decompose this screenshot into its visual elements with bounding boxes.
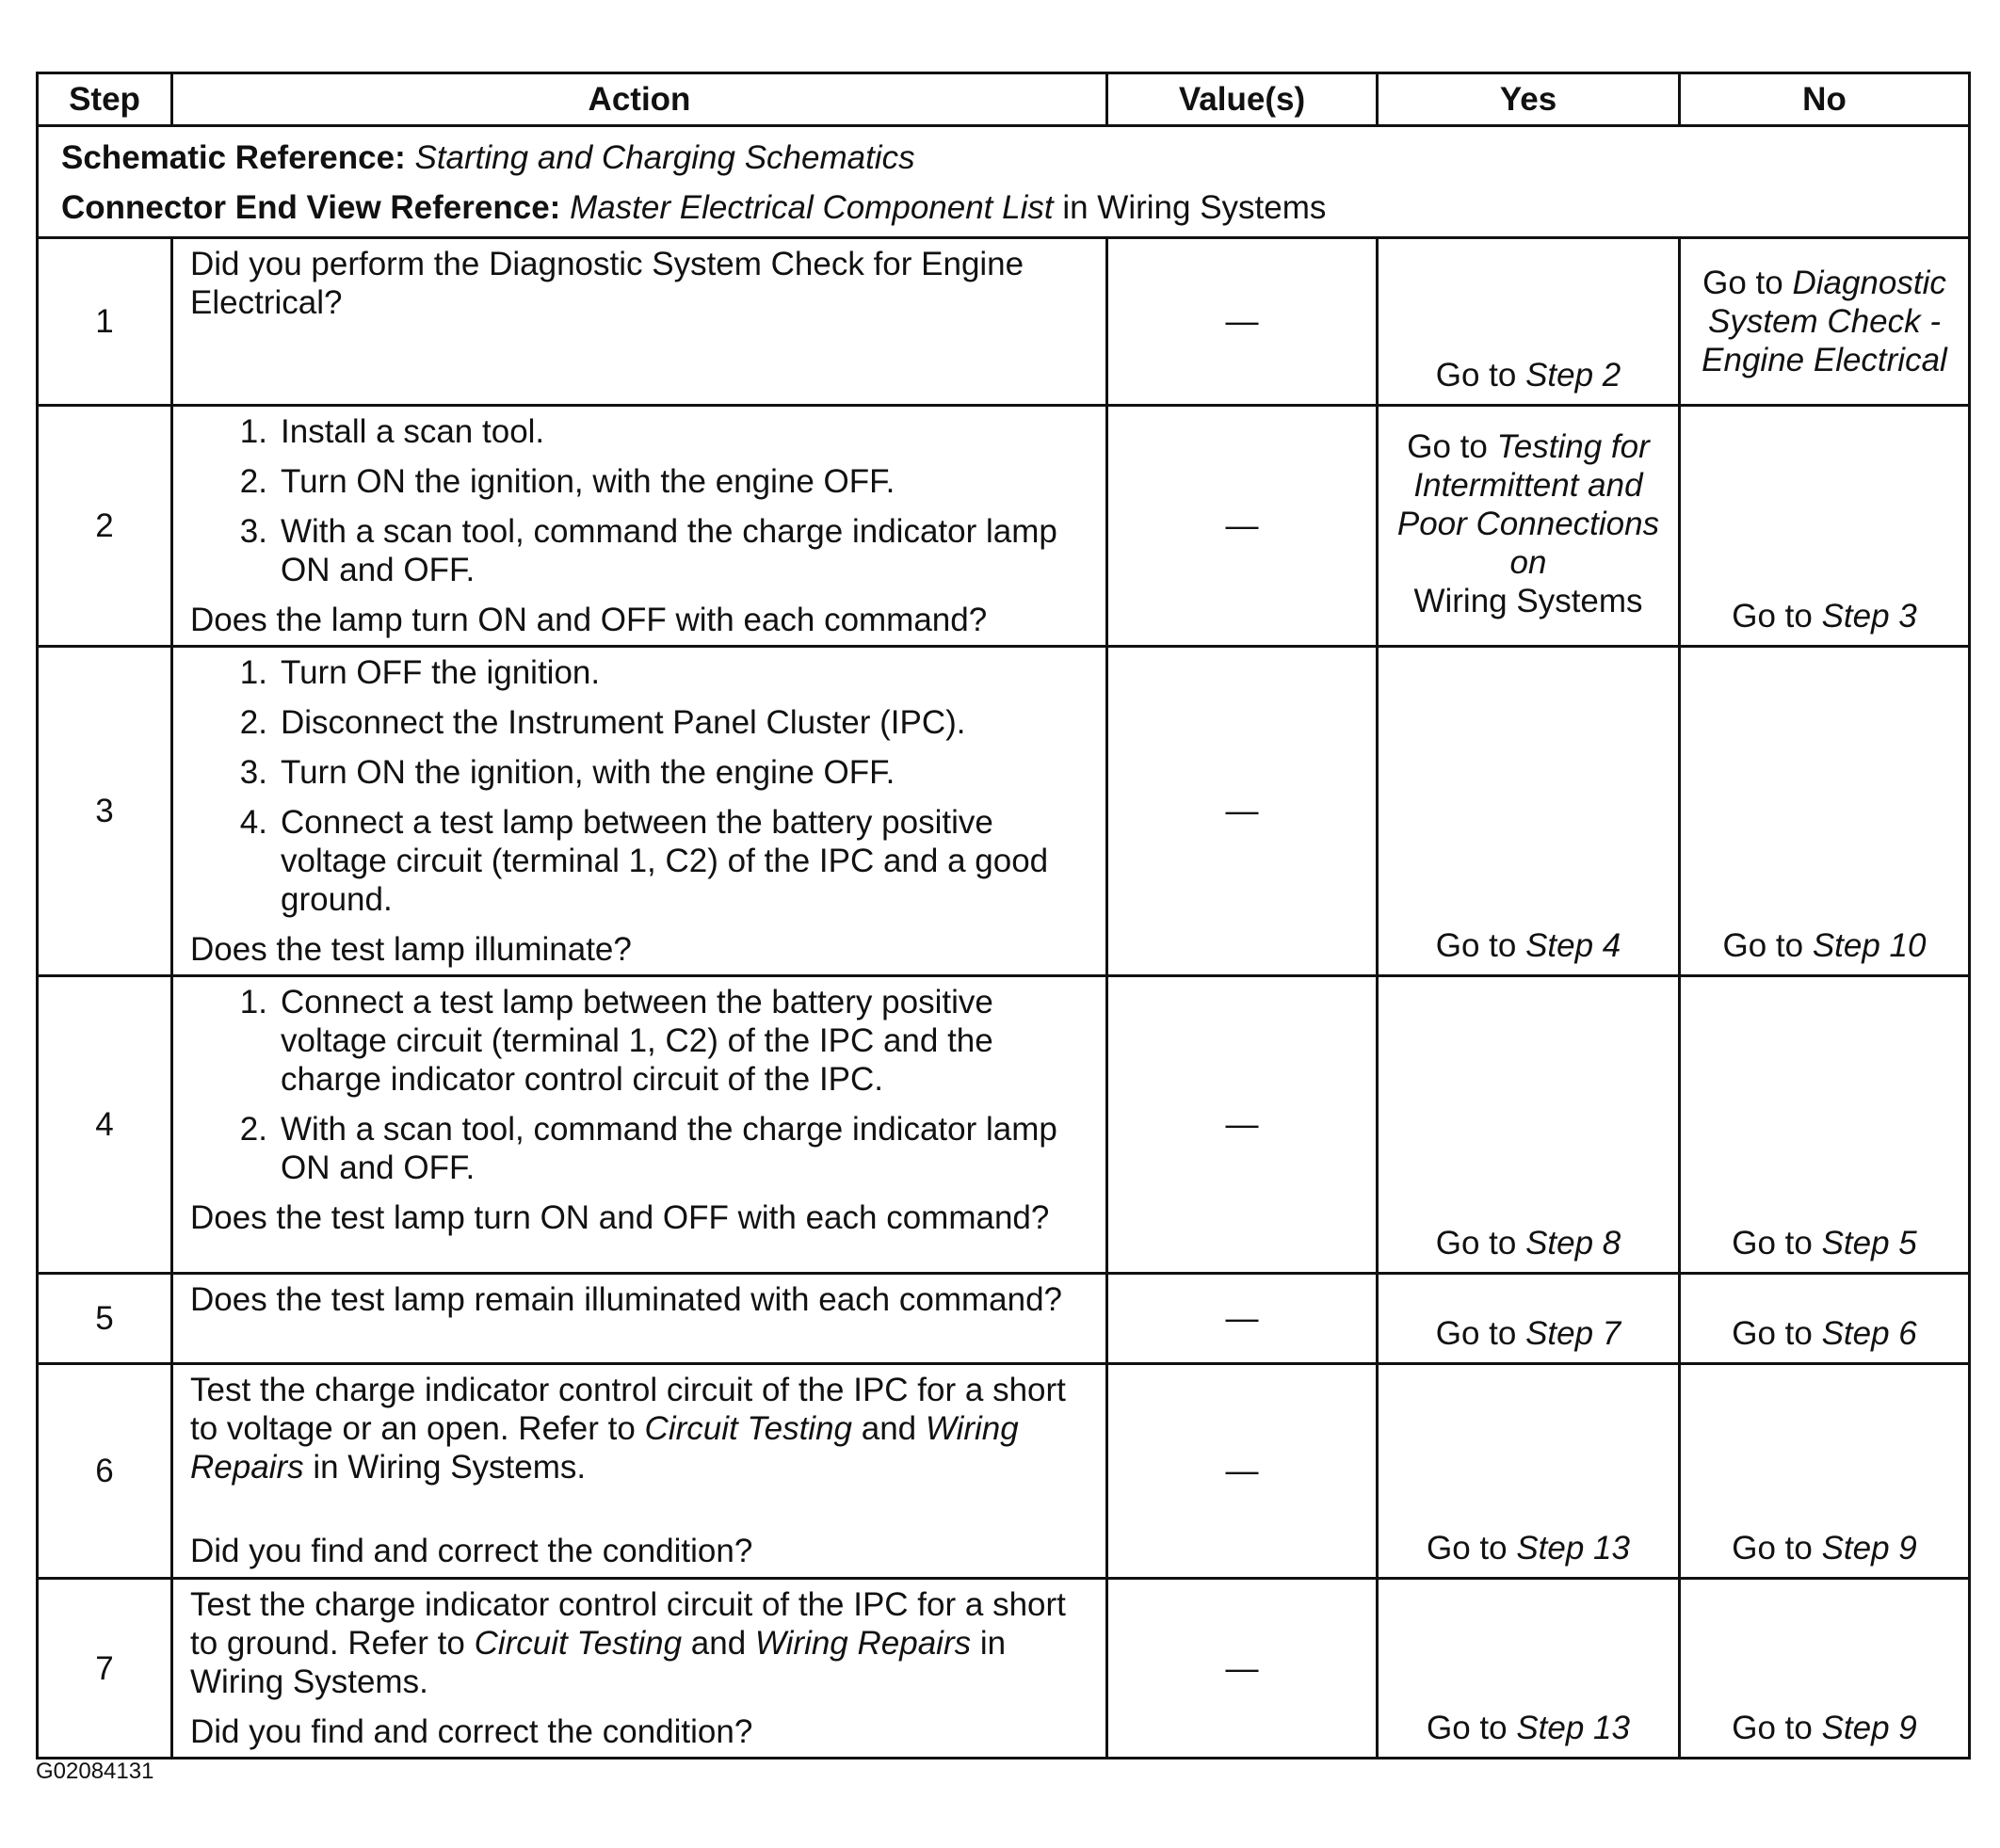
yes-prefix: Go to <box>1407 428 1497 465</box>
step-number: 4 <box>38 976 172 1274</box>
list-item: 2. Turn ON the ignition, with the engine OFF. <box>239 463 895 500</box>
action-question: Does the test lamp illuminate? <box>190 931 632 968</box>
action-list <box>190 412 1098 589</box>
action-question: Did you find and correct the condition? <box>190 1533 753 1569</box>
diagnostic-table <box>36 72 1971 1760</box>
header-values: Value(s) <box>1107 73 1378 126</box>
yes-prefix: Go to <box>1435 1315 1526 1352</box>
no-target: Step 3 <box>1821 598 1917 635</box>
no-target: Step 9 <box>1821 1710 1917 1746</box>
header-yes: Yes <box>1378 73 1680 126</box>
yes-target: Step 8 <box>1525 1225 1621 1261</box>
no-target: Step 5 <box>1821 1225 1917 1261</box>
table-row <box>38 647 1970 976</box>
step-number: 7 <box>38 1579 172 1759</box>
table-row <box>38 238 1970 406</box>
value-cell: — <box>1107 406 1378 647</box>
figure-id: G02084131 <box>36 1759 154 1784</box>
reference-cell <box>38 126 1970 238</box>
no-target: Diagnostic System Check - Engine Electrical <box>1702 265 1947 378</box>
table-row <box>38 406 1970 647</box>
yes-target: Step 13 <box>1516 1710 1630 1746</box>
table-row <box>38 1274 1970 1364</box>
no-prefix: Go to <box>1732 1710 1822 1746</box>
yes-suffix: Wiring Systems <box>1413 583 1643 619</box>
step-number: 3 <box>38 647 172 976</box>
action-text: Test the charge indicator control circuit of the IPC for a short to ground. Refer to Circuit Testing and Wiring Repairs in Wiring Systems. <box>190 1586 1066 1700</box>
value-cell: — <box>1107 976 1378 1274</box>
table-row <box>38 1579 1970 1759</box>
yes-cell <box>1378 647 1680 976</box>
yes-target: Testing for Intermittent and Poor Connections on <box>1396 428 1660 581</box>
yes-cell <box>1378 406 1680 647</box>
no-prefix: Go to <box>1732 1225 1822 1261</box>
yes-prefix: Go to <box>1435 357 1526 394</box>
action-cell <box>172 647 1107 976</box>
yes-prefix: Go to <box>1435 1225 1526 1261</box>
action-cell <box>172 976 1107 1274</box>
step-number: 6 <box>38 1364 172 1579</box>
no-prefix: Go to <box>1732 598 1822 635</box>
yes-cell <box>1378 976 1680 1274</box>
no-cell <box>1680 1579 1970 1759</box>
schematic-reference-value: Starting and Charging Schematics <box>414 139 915 176</box>
list-item: 1. Turn OFF the ignition. <box>239 654 601 691</box>
value-cell: — <box>1107 238 1378 406</box>
list-item: 1. Connect a test lamp between the battery positive voltage circuit (terminal 1, C2) of the IPC and the charge indicator control circuit of the IPC. <box>239 984 993 1098</box>
schematic-reference <box>61 133 1968 183</box>
schematic-reference-label: Schematic Reference: <box>61 139 406 176</box>
action-question: Does the test lamp turn ON and OFF with each command? <box>190 1199 1050 1236</box>
yes-cell <box>1378 238 1680 406</box>
action-question: Does the lamp turn ON and OFF with each command? <box>190 602 988 638</box>
action-list <box>190 653 1098 919</box>
value-cell: — <box>1107 1364 1378 1579</box>
action-question: Did you perform the Diagnostic System Check for Engine Electrical? <box>190 246 1024 321</box>
action-cell <box>172 238 1107 406</box>
connector-reference-value: Master Electrical Component List <box>570 189 1054 226</box>
header-row <box>38 73 1970 126</box>
list-item: 4. Connect a test lamp between the battery positive voltage circuit (terminal 1, C2) of the IPC and a good ground. <box>239 804 1049 918</box>
action-cell <box>172 1274 1107 1364</box>
header-step: Step <box>38 73 172 126</box>
action-cell <box>172 1579 1107 1759</box>
no-cell <box>1680 976 1970 1274</box>
no-target: Step 9 <box>1821 1530 1917 1567</box>
connector-reference <box>61 183 1968 233</box>
yes-cell <box>1378 1579 1680 1759</box>
yes-prefix: Go to <box>1427 1710 1517 1746</box>
yes-cell <box>1378 1274 1680 1364</box>
reference-row <box>38 126 1970 238</box>
yes-cell <box>1378 1364 1680 1579</box>
table-row <box>38 1364 1970 1579</box>
step-number: 5 <box>38 1274 172 1364</box>
list-item: 1. Install a scan tool. <box>239 413 545 450</box>
list-item: 2. Disconnect the Instrument Panel Cluster (IPC). <box>239 704 966 741</box>
no-cell <box>1680 647 1970 976</box>
action-cell <box>172 406 1107 647</box>
yes-target: Step 2 <box>1525 357 1621 394</box>
value-cell: — <box>1107 1579 1378 1759</box>
yes-target: Step 7 <box>1525 1315 1621 1352</box>
yes-prefix: Go to <box>1435 927 1526 964</box>
no-prefix: Go to <box>1702 265 1793 301</box>
action-cell <box>172 1364 1107 1579</box>
no-prefix: Go to <box>1732 1315 1822 1352</box>
header-no: No <box>1680 73 1970 126</box>
no-prefix: Go to <box>1732 1530 1822 1567</box>
action-text: Test the charge indicator control circuit of the IPC for a short to voltage or an open. Refer to Circuit Testing and Wiring Repairs in Wiring Systems. <box>190 1372 1066 1486</box>
connector-reference-label: Connector End View Reference: <box>61 189 561 226</box>
action-list <box>190 983 1098 1187</box>
no-cell <box>1680 238 1970 406</box>
table-row <box>38 976 1970 1274</box>
no-cell <box>1680 1364 1970 1579</box>
header-action: Action <box>172 73 1107 126</box>
step-number: 1 <box>38 238 172 406</box>
yes-target: Step 13 <box>1516 1530 1630 1567</box>
no-target: Step 6 <box>1821 1315 1917 1352</box>
action-question: Does the test lamp remain illuminated with each command? <box>190 1281 1062 1318</box>
no-cell <box>1680 1274 1970 1364</box>
no-target: Step 10 <box>1812 927 1927 964</box>
no-cell <box>1680 406 1970 647</box>
list-item: 3. Turn ON the ignition, with the engine OFF. <box>239 754 895 791</box>
yes-target: Step 4 <box>1525 927 1621 964</box>
no-prefix: Go to <box>1722 927 1813 964</box>
list-item: 2. With a scan tool, command the charge indicator lamp ON and OFF. <box>239 1111 1057 1186</box>
list-item: 3. With a scan tool, command the charge indicator lamp ON and OFF. <box>239 513 1057 588</box>
value-cell: — <box>1107 1274 1378 1364</box>
value-cell: — <box>1107 647 1378 976</box>
yes-prefix: Go to <box>1427 1530 1517 1567</box>
action-question: Did you find and correct the condition? <box>190 1713 753 1750</box>
connector-reference-suffix: in Wiring Systems <box>1053 189 1327 226</box>
step-number: 2 <box>38 406 172 647</box>
